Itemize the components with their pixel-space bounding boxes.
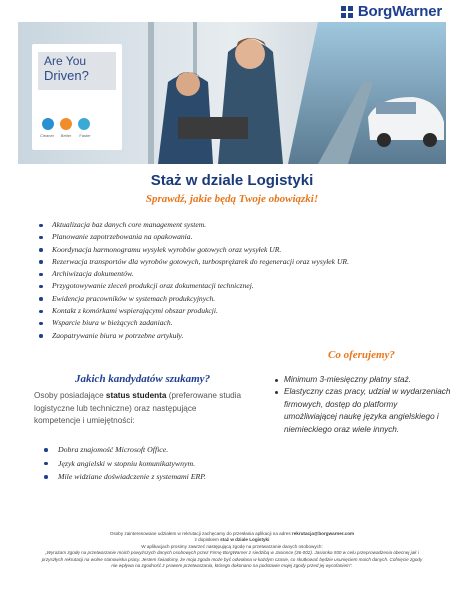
- footer-line-2-bold: staż w dziale Logistyki: [220, 537, 270, 543]
- brand-name: BorgWarner: [357, 3, 442, 20]
- borgwarner-logo: [340, 3, 442, 20]
- skills-list: [34, 443, 206, 484]
- footer-line-2-text: z dopiskiem: [194, 537, 221, 543]
- list-item: Koordynacja harmonogramu wysyłek wyrobów gotowych oraz wysyłek UR.: [34, 244, 349, 256]
- list-item: Planowanie zapotrzebowania na opakowania.: [34, 231, 349, 243]
- footer-line-3: W aplikacjach prosimy zawrzeć następującą zgodę na przetwarzanie danych osobowych:: [141, 543, 323, 549]
- list-item: Elastyczny czas pracy, udział w wydarzeniach firmowych, dostęp do platformy umożliwiającej naukę języka angielskiego i niemieckiego oraz wiele innych.: [272, 386, 452, 436]
- page-subtitle: Sprawdź, jakie będą Twoje obowiązki!: [145, 193, 319, 205]
- offer-heading: Co oferujemy?: [328, 349, 395, 361]
- consent-text: „Wyrażam zgodę na przetwarzanie moich powyższych danych osobowych przez Firmę BorgWarner z siedzibą w Jasionce (36-002). Jasionka 930 w celu przeprowadzenia obecnej jak i przyszłych rekrutacji na wolne stanowiska pracy. Jestem świadomy, że moja zgoda może być odwołana w każdym czasie, co skutkować będzie usunięciem moich danych. Cofnięcie zgody nie wpływa na zgodność z prawem przetwarzania, którego dokonano na podstawie mojej zgody przed jej wycofaniem”.: [41, 550, 423, 569]
- badge-captions: [40, 133, 92, 138]
- badge-line-1: Are You: [44, 54, 87, 68]
- list-item: Archiwizacja dokumentów.: [34, 268, 349, 280]
- candidates-intro-end: (preferowane studia logistyczne lub techniczne) oraz następujące kompetencje i umiejętności:: [34, 391, 242, 426]
- cleaner-icon: [42, 118, 54, 130]
- candidates-intro-bold: status studenta: [105, 391, 167, 400]
- footer-email[interactable]: rekrutacja@borgwarner.com: [291, 531, 355, 536]
- footer: [40, 531, 424, 569]
- list-item: Ewidencja pracowników w systemach produkcyjnych.: [34, 293, 349, 305]
- list-item: Kontakt z komórkami wspierającymi obszar produkcji.: [34, 305, 349, 317]
- candidates-heading: Jakich kandydatów szukamy?: [75, 373, 211, 385]
- hero-banner: [18, 22, 446, 164]
- offer-list: [272, 374, 452, 436]
- faster-icon: [78, 118, 90, 130]
- list-item: Wsparcie biura w bieżących zadaniach.: [34, 317, 349, 329]
- list-item: Rezerwacja transportów dla wyrobów gotowych, turbosprężarek do regeneracji oraz wysyłek UR.: [34, 256, 349, 268]
- list-item: Mile widziane doświadczenie z systemami ERP.: [34, 470, 206, 484]
- duties-list: [34, 219, 349, 342]
- badge-icons: [42, 118, 90, 130]
- list-item: Język angielski w stopniu komunikatywnym.: [34, 457, 206, 471]
- candidates-intro-start: Osoby posiadające: [34, 391, 106, 400]
- badge-caption: Faster: [79, 133, 91, 138]
- list-item: Zaopatrywanie biura w potrzebne artykuły.: [34, 330, 349, 342]
- borgwarner-logo-icon: [340, 5, 354, 19]
- list-item: Przygotowywanie zleceń produkcji oraz dokumentacji technicznej.: [34, 280, 349, 292]
- badge-caption: Better: [60, 133, 72, 138]
- list-item: Aktualizacja baz danych core management system.: [34, 219, 349, 231]
- list-item: Minimum 3-miesięczny płatny staż.: [272, 374, 452, 386]
- are-you-driven-badge: [32, 44, 122, 150]
- candidates-intro: [34, 390, 244, 428]
- better-icon: [60, 118, 72, 130]
- badge-caption: Cleaner: [40, 133, 55, 138]
- badge-line-2: Driven?: [44, 68, 89, 83]
- footer-line-1-text: Osoby zainteresowane udziałem w rekrutacji zachęcamy do przesłania aplikacji na adres: [109, 531, 292, 536]
- list-item: Dobra znajomość Microsoft Office.: [34, 443, 206, 457]
- page-title: Staż w dziale Logistyki: [150, 172, 314, 189]
